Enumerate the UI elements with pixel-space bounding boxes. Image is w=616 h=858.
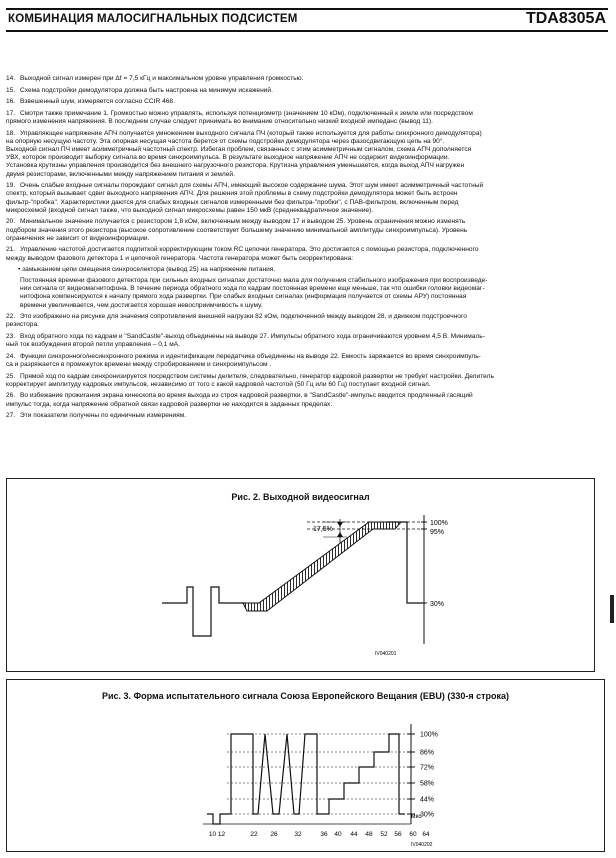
note-extra-line: Постоянная времени фазового детектора при сильных входных сигналах достаточно мала для получения стабильного изображения при воспроизведе- (20, 277, 488, 284)
note-text-line: Это изображено на рисунке для значения сопротивления внешней нагрузки 82 кОм, подключенной между выводом 28, и движком подстроечного (20, 313, 467, 321)
fig2-waveform-left (162, 587, 245, 636)
note-number: 19. (6, 182, 16, 190)
note-item (6, 182, 604, 215)
note-item (6, 313, 604, 329)
note-item (6, 353, 604, 369)
fig3-tick-label: 10 12 (208, 831, 226, 838)
page-header (6, 8, 608, 32)
fig3-waveform (207, 734, 405, 824)
note-item (6, 373, 604, 389)
note-text-line: Схема подстройки демодулятора должна быть настроена на минимум искажений. (20, 86, 273, 94)
fig3-tick-label: 60 (409, 831, 417, 838)
fig3-tick-label: 44 (350, 831, 358, 838)
fig3-tick-label: 56 (394, 831, 402, 838)
note-item (6, 110, 604, 126)
note-bullet: • замыканием цепи смещения синхроселектора (вывод 25) на напряжение питания. (18, 265, 276, 273)
note-text-line: спектр, который вызывает сдвиг выходного напряжения АПЧ. Для решения этой проблемы в схему подстройки демодулятора может быть встроен (6, 190, 458, 198)
note-text-line: Функции синхронного/несинхронного режима и идентификации передатчика объединены на выводе 22. Емкость заряжается во время синхроимпуль- (20, 352, 481, 360)
note-number: 14. (6, 75, 16, 82)
notes-list (6, 75, 604, 424)
note-item (6, 98, 604, 106)
note-number: 26. (6, 392, 16, 400)
fig3-tick-label: 64 (422, 831, 430, 838)
fig3-tick-label: 52 (380, 831, 388, 838)
note-text-line: Смотри также примечание 1. Громкостью можно управлять, используя потенциометр (значением 10 кОм), подключенный к земле или посредством (20, 109, 473, 117)
note-number: 16. (6, 98, 16, 106)
part-number: TDA8305A (525, 10, 606, 27)
fig3-level-label: 100% (420, 731, 438, 739)
fig3-level-label: 86% (420, 749, 435, 757)
note-text-line: подбором значения этого резистора (высокое сопротивление соответствует большему значению минимальной амплитуды синхроимпульса). Уровень (6, 226, 468, 234)
note-number: 27. (6, 412, 16, 420)
note-text-line: фильтр-"пробка". Характеристики даются для слабых входных сигналов измеренными без фильтра-"пробки", с ПАВ-фильтром, включенным перед (6, 198, 459, 206)
note-text-line: микросхемой (входной сигнал также, что выходной сигнал микросхемы равен 150 мкВ (среднеквадратичное значение). (6, 206, 374, 214)
note-number: 23. (6, 333, 16, 340)
figure-2-box (6, 478, 595, 672)
note-text-line: Установка крутизны управления производится без внешнего нагрузочного резистора. Крутизна управления уменьшается, когда выход АПЧ нагружен (6, 162, 465, 170)
fig3-tick-label: 36 (320, 831, 328, 838)
note-item (6, 392, 604, 408)
note-text-line: импульс тогда, когда напряжение обратной связи кадровой развертки не находится в заданных пределах. (6, 400, 333, 408)
fig2-level-30: 30% (430, 601, 445, 608)
section-title: КОМБИНАЦИЯ МАЛОСИГНАЛЬНЫХ ПОДСИСТЕМ (8, 13, 298, 25)
note-extra-line: времени увеличивается, чем достигается хорошая невосприимчивость к шуму. (20, 301, 263, 309)
fig2-top-line (387, 522, 423, 603)
note-text-line: Управляющее напряжение АПЧ получается умножением выходного сигнала ПЧ (который также используется для работы синхронного демодулятора) (20, 129, 482, 137)
fig3-level-label: 30% (420, 811, 435, 819)
note-text-line: ограничения не зависит от видеоинформации. (6, 234, 150, 242)
fig3-level-label: 44% (420, 796, 435, 804)
note-item (6, 218, 604, 243)
note-text-line: са и разряжается в промежуток времени между стробированием и синхроимпульсом . (6, 361, 272, 368)
figure-3-box (6, 679, 605, 852)
note-text-line: Во избежание прожигания экрана кинескопа во время выхода из строя кадровой развертки, в "SandCastle"-импульс вводится продленный гасящий (20, 392, 473, 400)
fig2-label-17-5: 17,5% (313, 526, 333, 533)
fig3-waveform-line (207, 734, 405, 824)
margin-mark (610, 595, 614, 623)
note-text-line: УВХ, которое производит выборку сигнала во время синхроимпульса. В результате выходное напряжение АПЧ не содержит видеоинформации. (6, 154, 450, 162)
note-text-line: прямого изменения напряжения. В последнем случае следует принимать во внимание относительно низкий входной импеданс (вывод 11). (6, 117, 433, 125)
note-text-line: двумя резисторами, включенными между напряжением питания и землей. (6, 170, 235, 178)
fig3-tick-label: 32 (294, 831, 302, 838)
fig3-tick-label: 26 (270, 831, 278, 838)
note-text-line: Взвешенный шум, измеряется согласно CCIR 468. (20, 98, 175, 106)
note-text-line: между выводом фазового детектора 1 и цепочкой генератора. Частота генератора может быть скорректирована: (6, 254, 354, 262)
note-text-line: Очень слабые входные сигналы порождают сигнал для схемы АПЧ, имеющий высокое содержание шума. Этот шум имеет асимметричный частотный (20, 182, 484, 190)
note-text-line: Выходной сигнал измерен при Δf = 7,5 кГц и максимальном уровне управления громкостью. (20, 75, 304, 82)
fig3-x-ticks (209, 831, 430, 838)
note-number: 22. (6, 313, 16, 321)
note-number: 20. (6, 218, 16, 226)
fig3-tick-label: 40 (334, 831, 342, 838)
note-text-line: резистора. (6, 321, 39, 329)
note-item (6, 87, 604, 95)
fig3-x-unit: мкс (411, 813, 422, 820)
note-item (6, 75, 604, 83)
figure-3-title: Рис. 3. Форма испытательного сигнала Союза Европейского Вещания (EBU) (330-я строка) (101, 691, 510, 701)
note-text-line: Эти показатели получены по единичным измерениям. (20, 412, 187, 420)
note-text-line: Вход обратного хода по кадрам и "SandCastle"-выход объединены на выводе 27. Импульсы обратного хода ограничиваются уровнем 4,5 В. Минималь- (20, 333, 485, 340)
note-number: 15. (6, 86, 16, 94)
note-item (6, 412, 604, 420)
fig3-tick-label: 22 (250, 831, 258, 838)
note-text-line: корректирует амплитуду кадровых импульсов, независимо от того с какой кадровой частотой (50 Гц или 60 Гц) поступает входной сигнал. (6, 380, 431, 388)
fig3-level-label: 58% (420, 780, 435, 788)
note-number: 18. (6, 129, 16, 137)
fig2-level-100: 100% (430, 520, 448, 527)
note-extra-line: нитофона компенсируются к началу прямого хода развертки. При слабых входных сигналах (информация получается от схемы АРУ) постоянная (20, 293, 467, 301)
note-text-line: Управление частотой достигается подпиткой корректирующим током RC цепочки генератора. Это достигается с помощью резистора, подключенного (20, 246, 479, 254)
fig3-level-label: 72% (420, 764, 435, 772)
note-text-line: Прямой ход по кадрам синхронизируется посредством системы делителя, следовательно, генератор кадровой развертки не требует настройки. Делитель (20, 372, 494, 380)
fig2-ramp-band (243, 522, 401, 611)
note-number: 24. (6, 352, 16, 360)
figure-2-title: Рис. 2. Выходной видеосигнал (231, 492, 370, 502)
fig3-code: IV040202 (411, 842, 433, 848)
note-text-line: Выходной сигнал ПЧ имеет асимметричный частотный спектр. Избегая проблем, связанных с этим асимметричным сигналом, схема АПЧ дополняется (6, 145, 472, 153)
note-text-line: на опорную несущую частоту. Эта опорная несущая частота берется от схемы подстройки демодулятора через фазосдвигающую цепь на 90°. (6, 137, 445, 145)
note-extra-line: нии сигнала от видеомагнитофона. В течение периода обратного хода по кадрам постоянная времени еще меньше, так что ошибки головки видеомаг- (20, 285, 485, 293)
fig2-code: IV040201 (375, 651, 397, 657)
figure-3-diagram (7, 680, 604, 851)
figure-2-diagram (7, 479, 594, 671)
note-number: 17. (6, 109, 16, 117)
note-item (6, 333, 604, 349)
note-text-line: Минимальное значение получается с резистором 1,8 кОм, включенным между выводом 17 и выводом 25. Уровень ограничения можно изменять (20, 218, 466, 226)
note-number: 25. (6, 372, 16, 380)
note-number: 21. (6, 246, 16, 254)
fig3-tick-label: 48 (365, 831, 373, 838)
note-text-line: ный ток возбуждения второй петли управления – 0,1 мА. (6, 341, 180, 349)
note-item (6, 130, 604, 179)
note-item (6, 246, 604, 309)
fig2-level-95: 95% (430, 529, 445, 536)
